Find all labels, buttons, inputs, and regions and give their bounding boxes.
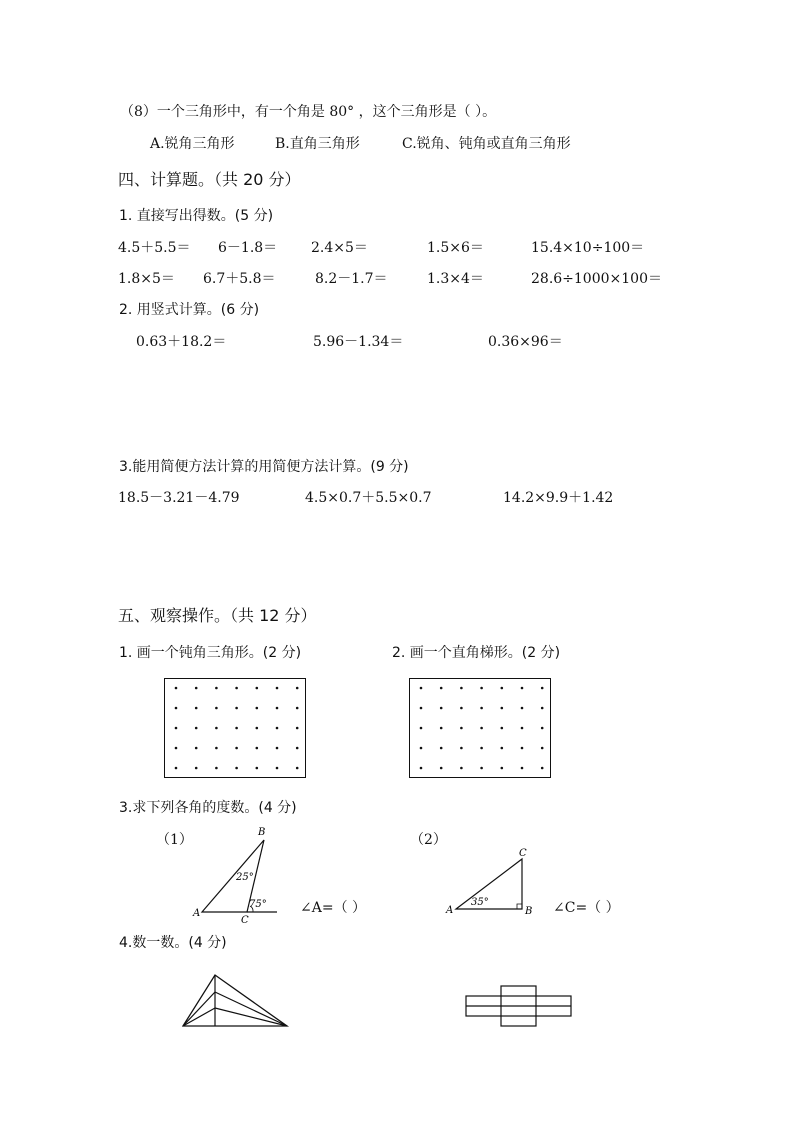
- grid-dot: [195, 747, 198, 750]
- grid-dot: [235, 687, 238, 690]
- grid-dot: [440, 747, 443, 750]
- grid-dot: [215, 727, 218, 730]
- section-4-title: 四、计算题。（共 20 分）: [118, 170, 301, 189]
- grid-dot: [480, 727, 483, 730]
- grid-dot: [521, 687, 524, 690]
- grid-dot: [521, 747, 524, 750]
- count-figure-triangles: [180, 970, 290, 1030]
- s5-q3-title: 3.求下列各角的度数。(4 分): [119, 800, 297, 816]
- count-figure-rectangles: [464, 984, 574, 1028]
- s4-q1-r2-c4: 1.3×4＝: [427, 271, 484, 287]
- grid-dot: [460, 707, 463, 710]
- grid-dot: [175, 767, 178, 770]
- triangle-2-vertex-a: A: [446, 905, 454, 916]
- q8-option-c: C.锐角、钝角或直角三角形: [402, 136, 571, 152]
- grid-dot: [215, 707, 218, 710]
- s4-q3-title: 3.能用简便方法计算的用简便方法计算。(9 分): [119, 459, 409, 475]
- grid-dot: [256, 687, 259, 690]
- grid-dot: [296, 707, 299, 710]
- grid-dot: [195, 707, 198, 710]
- triangle-2-figure: [443, 845, 533, 920]
- s4-q1-r1-c1: 4.5＋5.5＝: [118, 240, 191, 256]
- s4-q2-item-2: 5.96－1.34＝: [313, 334, 404, 350]
- q8-stem: （8）一个三角形中，有一个角是 80° ，这个三角形是（ ）。: [120, 104, 497, 120]
- section-5-title: 五、观察操作。（共 12 分）: [118, 606, 317, 625]
- grid-dot: [276, 747, 279, 750]
- grid-dot: [480, 767, 483, 770]
- s4-q3-item-1: 18.5－3.21－4.79: [118, 490, 240, 506]
- dot-grid-2-dots: [410, 679, 552, 779]
- grid-dot: [420, 747, 423, 750]
- grid-dot: [195, 687, 198, 690]
- grid-dot: [215, 687, 218, 690]
- grid-dot: [541, 707, 544, 710]
- triangle-1-figure: [190, 820, 290, 926]
- q8-option-a: A.锐角三角形: [150, 136, 235, 152]
- s5-q1-title: 1. 画一个钝角三角形。(2 分): [119, 645, 302, 661]
- grid-dot: [501, 727, 504, 730]
- grid-dot: [256, 707, 259, 710]
- dot-grid-1[interactable]: [164, 678, 306, 778]
- s4-q1-r2-c5: 28.6÷1000×100＝: [531, 271, 662, 287]
- grid-dot: [195, 767, 198, 770]
- grid-dot: [195, 727, 198, 730]
- grid-dot: [440, 687, 443, 690]
- grid-dot: [480, 687, 483, 690]
- s5-q3-part1-answer[interactable]: ∠A=（ ）: [300, 900, 367, 916]
- grid-dot: [480, 707, 483, 710]
- s4-q1-r1-c5: 15.4×10÷100＝: [531, 240, 645, 256]
- grid-dot: [541, 727, 544, 730]
- grid-dot: [276, 707, 279, 710]
- grid-dot: [276, 727, 279, 730]
- grid-dot: [420, 707, 423, 710]
- s4-q1-r1-c2: 6－1.8＝: [218, 240, 278, 256]
- grid-dot: [420, 687, 423, 690]
- dot-grid-1-dots: [165, 679, 307, 779]
- s4-q1-r2-c1: 1.8×5＝: [118, 271, 175, 287]
- s4-q2-item-1: 0.63＋18.2＝: [136, 334, 227, 350]
- grid-dot: [440, 707, 443, 710]
- s4-q1-title: 1. 直接写出得数。(5 分): [119, 208, 274, 224]
- triangle-2-angle-a: 35°: [471, 897, 489, 908]
- grid-dot: [460, 727, 463, 730]
- grid-dot: [235, 707, 238, 710]
- grid-dot: [460, 687, 463, 690]
- grid-dot: [521, 727, 524, 730]
- s5-q3-part2-answer[interactable]: ∠C=（ ）: [553, 900, 620, 916]
- grid-dot: [420, 727, 423, 730]
- grid-dot: [175, 687, 178, 690]
- triangle-1-angle-c: 75°: [249, 899, 267, 910]
- grid-dot: [420, 767, 423, 770]
- triangle-2-vertex-b: B: [525, 906, 533, 917]
- s4-q3-item-2: 4.5×0.7＋5.5×0.7: [305, 490, 432, 506]
- triangle-2-vertex-c: C: [519, 848, 527, 859]
- grid-dot: [256, 727, 259, 730]
- s4-q1-r2-c3: 8.2－1.7＝: [315, 271, 388, 287]
- s5-q3-part1-label: （1）: [156, 832, 193, 848]
- grid-dot: [501, 767, 504, 770]
- triangle-1-vertex-c: C: [241, 915, 249, 926]
- grid-dot: [235, 727, 238, 730]
- grid-dot: [235, 747, 238, 750]
- triangle-1-vertex-a: A: [193, 908, 201, 919]
- triangle-2-shape: [456, 859, 522, 909]
- grid-dot: [440, 727, 443, 730]
- s5-q2-title: 2. 画一个直角梯形。(2 分): [392, 645, 561, 661]
- grid-dot: [175, 727, 178, 730]
- triangle-2-right-angle-mark: [517, 904, 522, 909]
- grid-dot: [541, 747, 544, 750]
- grid-dot: [440, 767, 443, 770]
- grid-dot: [460, 767, 463, 770]
- grid-dot: [296, 767, 299, 770]
- grid-dot: [256, 747, 259, 750]
- triangle-1-angle-b: 25°: [236, 872, 254, 883]
- s4-q3-item-3: 14.2×9.9＋1.42: [503, 490, 614, 506]
- s5-q4-title: 4.数一数。(4 分): [119, 935, 227, 951]
- grid-dot: [215, 747, 218, 750]
- grid-dot: [175, 707, 178, 710]
- grid-dot: [276, 767, 279, 770]
- grid-dot: [276, 687, 279, 690]
- grid-dot: [256, 767, 259, 770]
- grid-dot: [175, 747, 178, 750]
- grid-dot: [215, 767, 218, 770]
- grid-dot: [460, 747, 463, 750]
- s4-q2-title: 2. 用竖式计算。(6 分): [119, 302, 260, 318]
- grid-dot: [501, 747, 504, 750]
- grid-dot: [296, 747, 299, 750]
- s4-q1-r1-c3: 2.4×5＝: [311, 240, 368, 256]
- grid-dot: [501, 687, 504, 690]
- triangle-1-vertex-b: B: [258, 827, 266, 838]
- grid-dot: [296, 727, 299, 730]
- grid-dot: [235, 767, 238, 770]
- dot-grid-2[interactable]: [409, 678, 551, 778]
- q8-option-b: B.直角三角形: [275, 136, 360, 152]
- grid-dot: [296, 687, 299, 690]
- grid-dot: [521, 767, 524, 770]
- grid-dot: [501, 707, 504, 710]
- grid-dot: [521, 707, 524, 710]
- s4-q2-item-3: 0.36×96＝: [488, 334, 563, 350]
- grid-dot: [541, 687, 544, 690]
- grid-dot: [480, 747, 483, 750]
- s4-q1-r1-c4: 1.5×6＝: [427, 240, 484, 256]
- grid-dot: [541, 767, 544, 770]
- s4-q1-r2-c2: 6.7＋5.8＝: [203, 271, 276, 287]
- s5-q3-part2-label: （2）: [410, 832, 447, 848]
